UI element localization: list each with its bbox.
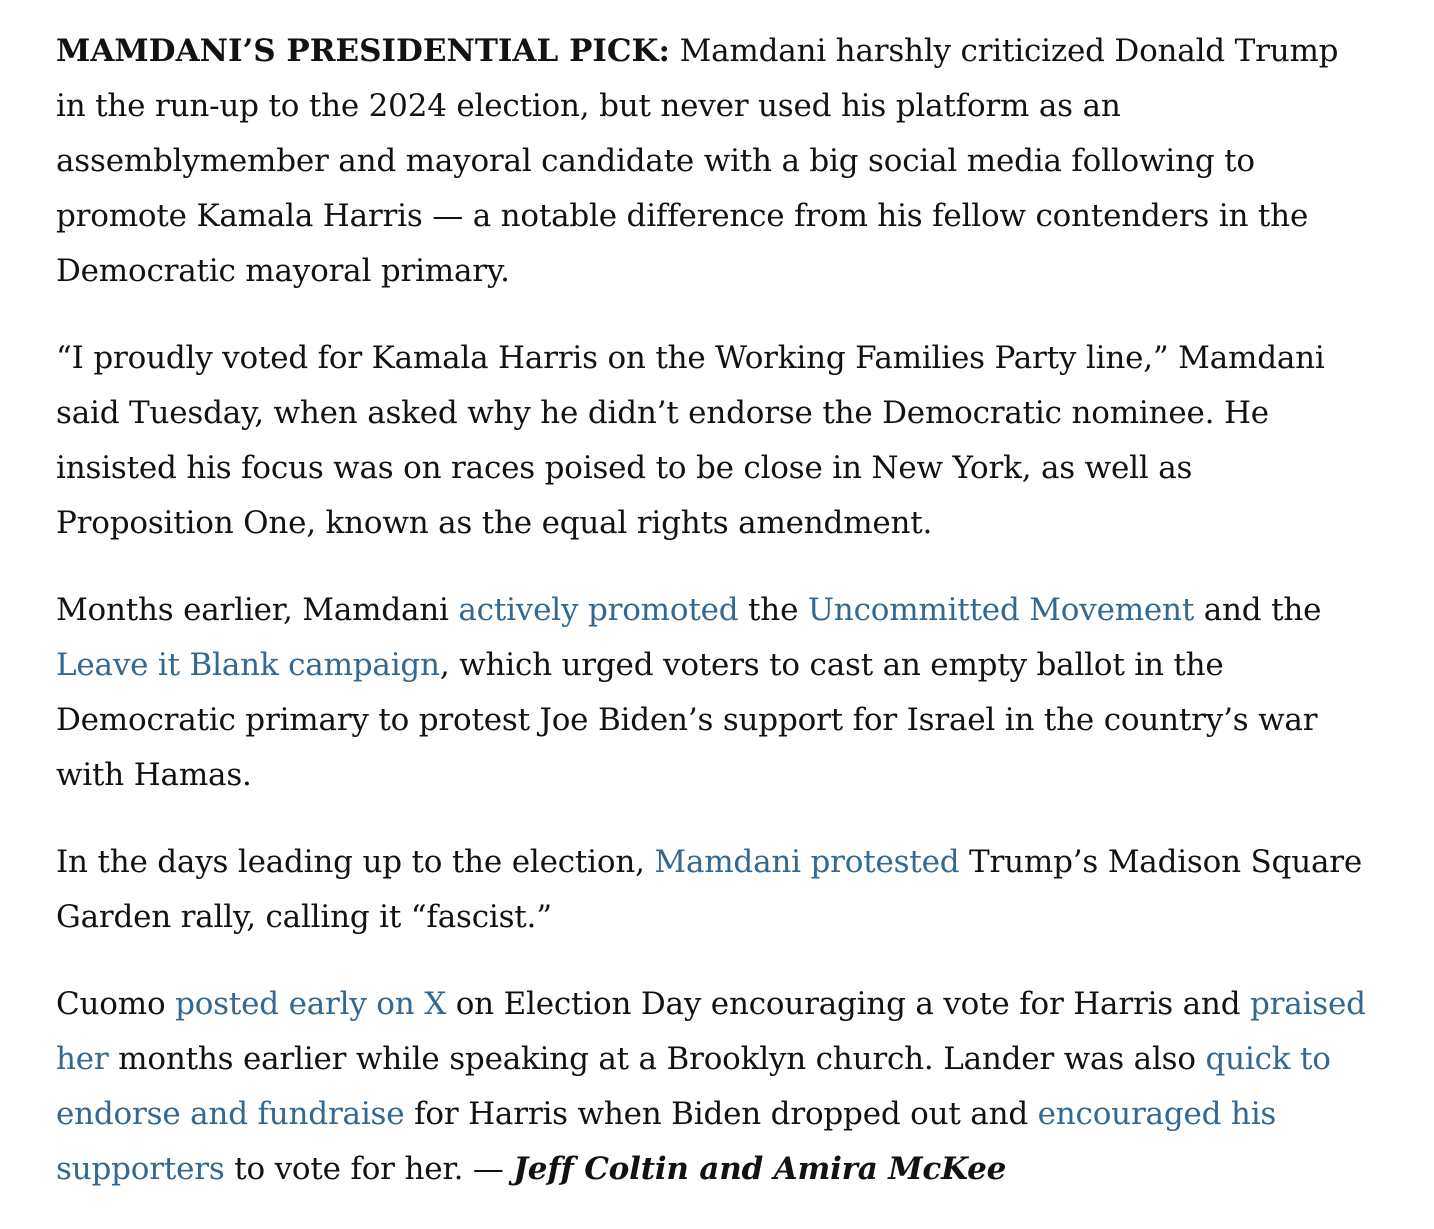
article-body bbox=[56, 24, 1376, 1229]
paragraph-text: months earlier while speaking at a Brooklyn church. Lander was also bbox=[108, 1041, 1206, 1077]
section-lead-heading: MAMDANI’S PRESIDENTIAL PICK: bbox=[56, 33, 670, 69]
link-quick-to-endorse[interactable]: quick to endorse and fundraise bbox=[56, 1041, 1331, 1132]
paragraph-text: to vote for her. — bbox=[224, 1151, 514, 1187]
paragraph-text: and the bbox=[1194, 592, 1322, 628]
link-praised-her[interactable]: praised her bbox=[56, 986, 1366, 1077]
paragraph-uncommitted-movement bbox=[56, 583, 1376, 803]
paragraph-text: Cuomo bbox=[56, 986, 176, 1022]
link-mamdani-protested[interactable]: Mamdani protested bbox=[654, 844, 960, 880]
paragraph-msg-rally bbox=[56, 835, 1376, 945]
link-leave-it-blank-campaign[interactable]: Leave it Blank campaign bbox=[56, 647, 440, 683]
paragraph-text: Months earlier, Mamdani bbox=[56, 592, 459, 628]
paragraph-harris-vote-quote bbox=[56, 331, 1376, 551]
paragraph-text: In the days leading up to the election, bbox=[56, 844, 655, 880]
paragraph-text: Mamdani harshly criticized Donald Trump in the run-up to the 2024 election, but never used his platform as an assemblymember and mayoral candidate with a big social media following to promote Kamala Harris — a notable difference from his fellow contenders in the Democratic mayoral primary. bbox=[56, 33, 1339, 289]
paragraph-text: on Election Day encouraging a vote for Harris and bbox=[446, 986, 1250, 1022]
link-actively-promoted[interactable]: actively promoted bbox=[458, 592, 739, 628]
paragraph-presidential-pick bbox=[56, 24, 1376, 299]
author-byline: Jeff Coltin and Amira McKee bbox=[513, 1151, 1007, 1187]
paragraph-cuomo-lander bbox=[56, 977, 1376, 1197]
link-uncommitted-movement[interactable]: Uncommitted Movement bbox=[807, 592, 1195, 628]
link-encouraged-supporters[interactable]: encouraged his supporters bbox=[56, 1096, 1277, 1187]
paragraph-text: the bbox=[738, 592, 808, 628]
paragraph-text: “I proudly voted for Kamala Harris on the Working Families Party line,” Mamdani said Tuesday, when asked why he didn’t endorse the Democratic nominee. He insisted his focus was on races poised to be close in New York, as well as Proposition One, known as the equal rights amendment. bbox=[56, 340, 1325, 541]
paragraph-text: , which urged voters to cast an empty ballot in the Democratic primary to protest Joe Biden’s support for Israel in the country’s war with Hamas. bbox=[56, 647, 1318, 793]
paragraph-text: for Harris when Biden dropped out and bbox=[404, 1096, 1038, 1132]
paragraph-text: Trump’s Madison Square Garden rally, calling it “fascist.” bbox=[56, 844, 1363, 935]
link-posted-early-on-x[interactable]: posted early on X bbox=[175, 986, 447, 1022]
